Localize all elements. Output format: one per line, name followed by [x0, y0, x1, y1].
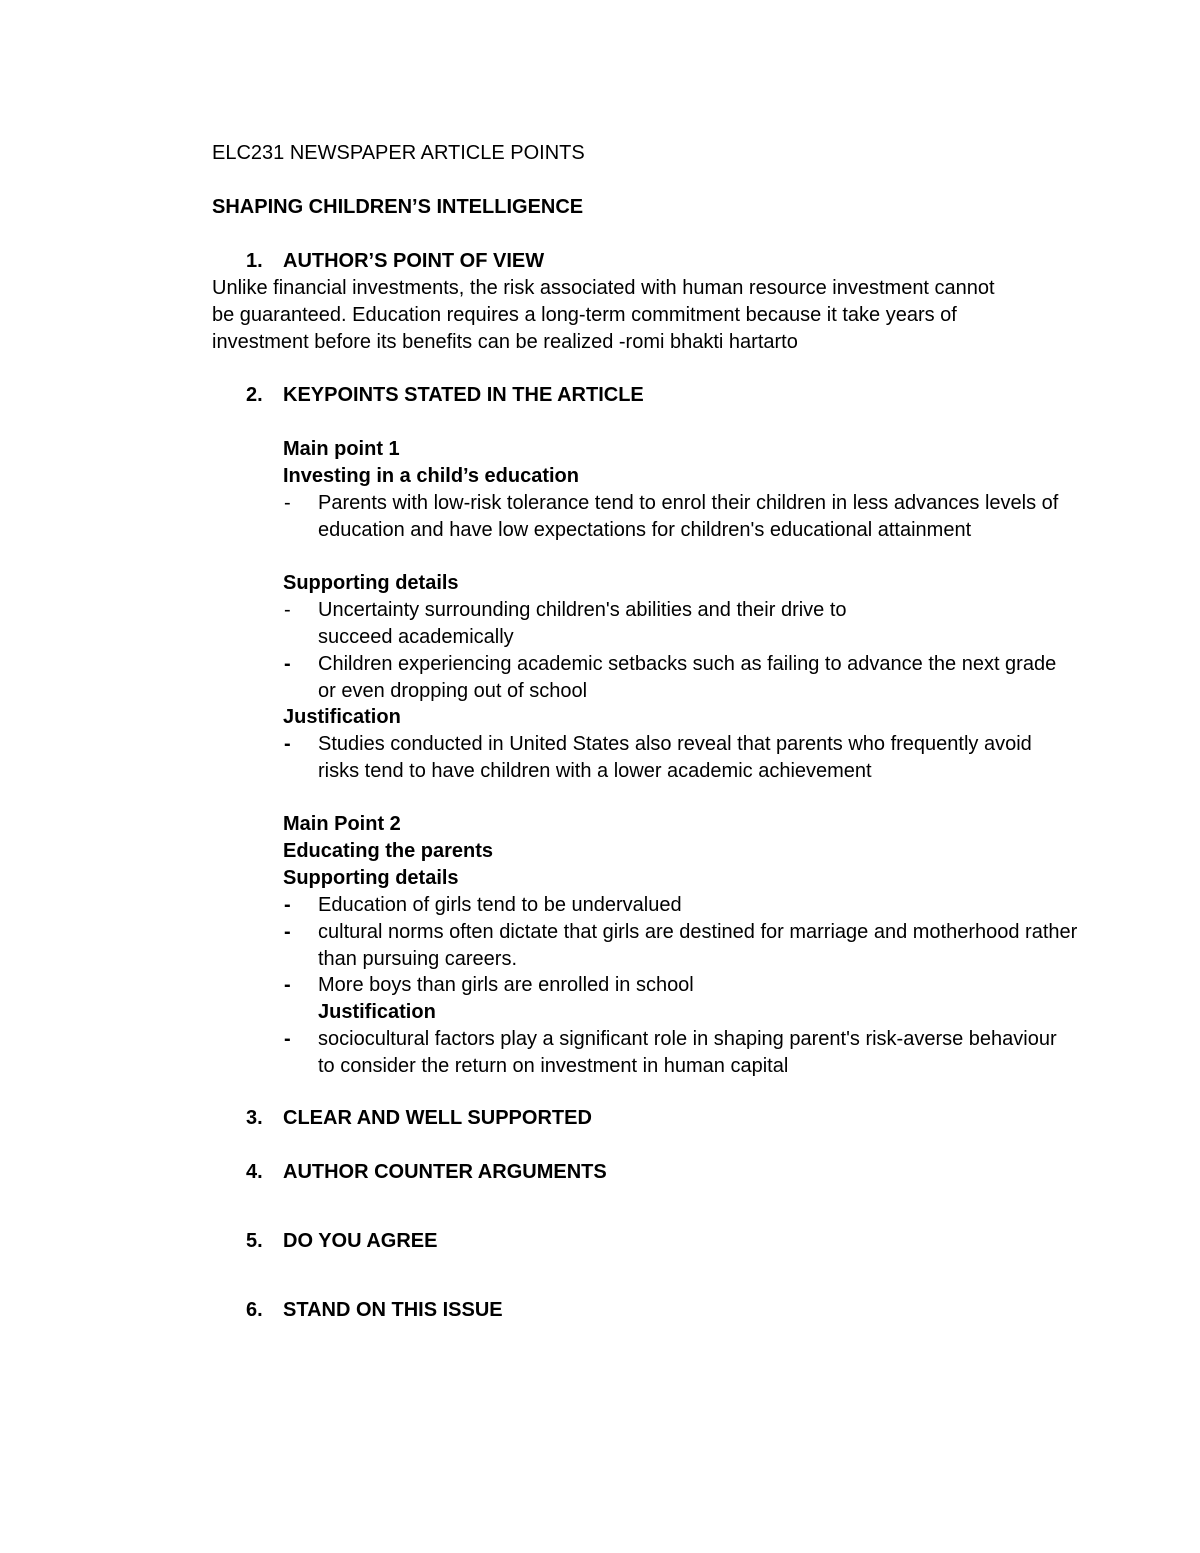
bullet-dash: -	[284, 1028, 291, 1050]
supporting-detail: Children experiencing academic setbacks such as failing to advance the next grade or even dropping out of school	[318, 653, 1057, 702]
main-point-label: Main Point 2	[283, 813, 401, 835]
section-number: 4.	[246, 1161, 263, 1183]
justification-text: Studies conducted in United States also reveal that parents who frequently avoid risks tend to have children with a lower academic achievement	[318, 733, 1032, 782]
section-heading-counter-arguments: AUTHOR COUNTER ARGUMENTS	[283, 1161, 607, 1183]
main-point-title: Educating the parents	[283, 840, 494, 862]
bullet-dash: -	[284, 599, 291, 621]
supporting-details-label: Supporting details	[283, 867, 459, 889]
section-number: 1.	[246, 250, 263, 272]
section-number: 6.	[246, 1299, 263, 1321]
bullet-dash: -	[284, 974, 291, 996]
section-number: 3.	[246, 1107, 263, 1129]
bullet-dash: -	[284, 921, 291, 943]
section-heading-keypoints: KEYPOINTS STATED IN THE ARTICLE	[283, 384, 644, 406]
main-point-text: Parents with low-risk tolerance tend to enrol their children in less advances levels of education and have low expectations for children's educational attainment	[318, 492, 1059, 541]
section-heading-point-of-view: AUTHOR’S POINT OF VIEW	[283, 250, 545, 272]
supporting-detail-line: Uncertainty surrounding children's abilities and their drive to	[318, 599, 847, 621]
bullet-dash: -	[284, 894, 291, 916]
justification-text: sociocultural factors play a significant role in shaping parent's risk-averse behaviour to consider the return on investment in human capital	[318, 1028, 1057, 1077]
justification-label: Justification	[318, 1001, 436, 1023]
point-of-view-line: investment before its benefits can be realized -romi bhakti hartarto	[212, 331, 798, 353]
bullet-dash: -	[284, 492, 291, 514]
section-heading-do-you-agree: DO YOU AGREE	[283, 1230, 438, 1252]
section-number: 2.	[246, 384, 263, 406]
bullet-dash: -	[284, 653, 291, 675]
supporting-detail: cultural norms often dictate that girls are destined for marriage and motherhood rather than pursuing careers.	[318, 921, 1078, 970]
main-point-label: Main point 1	[283, 438, 400, 460]
bullet-dash: -	[284, 733, 291, 755]
document-title: ELC231 NEWSPAPER ARTICLE POINTS	[212, 142, 585, 164]
supporting-detail-line: succeed academically	[318, 626, 514, 648]
main-point-title: Investing in a child’s education	[283, 465, 579, 487]
supporting-details-label: Supporting details	[283, 572, 459, 594]
section-number: 5.	[246, 1230, 263, 1252]
point-of-view-line: be guaranteed. Education requires a long-term commitment because it take years of	[212, 304, 957, 326]
point-of-view-line: Unlike financial investments, the risk associated with human resource investment cannot	[212, 277, 995, 299]
justification-label: Justification	[283, 706, 401, 728]
supporting-detail: Education of girls tend to be undervalued	[318, 894, 682, 916]
section-heading-clear-and-well-supported: CLEAR AND WELL SUPPORTED	[283, 1107, 592, 1129]
article-title: SHAPING CHILDREN’S INTELLIGENCE	[212, 196, 584, 218]
supporting-detail: More boys than girls are enrolled in school	[318, 974, 694, 996]
section-heading-stand-on-issue: STAND ON THIS ISSUE	[283, 1299, 503, 1321]
